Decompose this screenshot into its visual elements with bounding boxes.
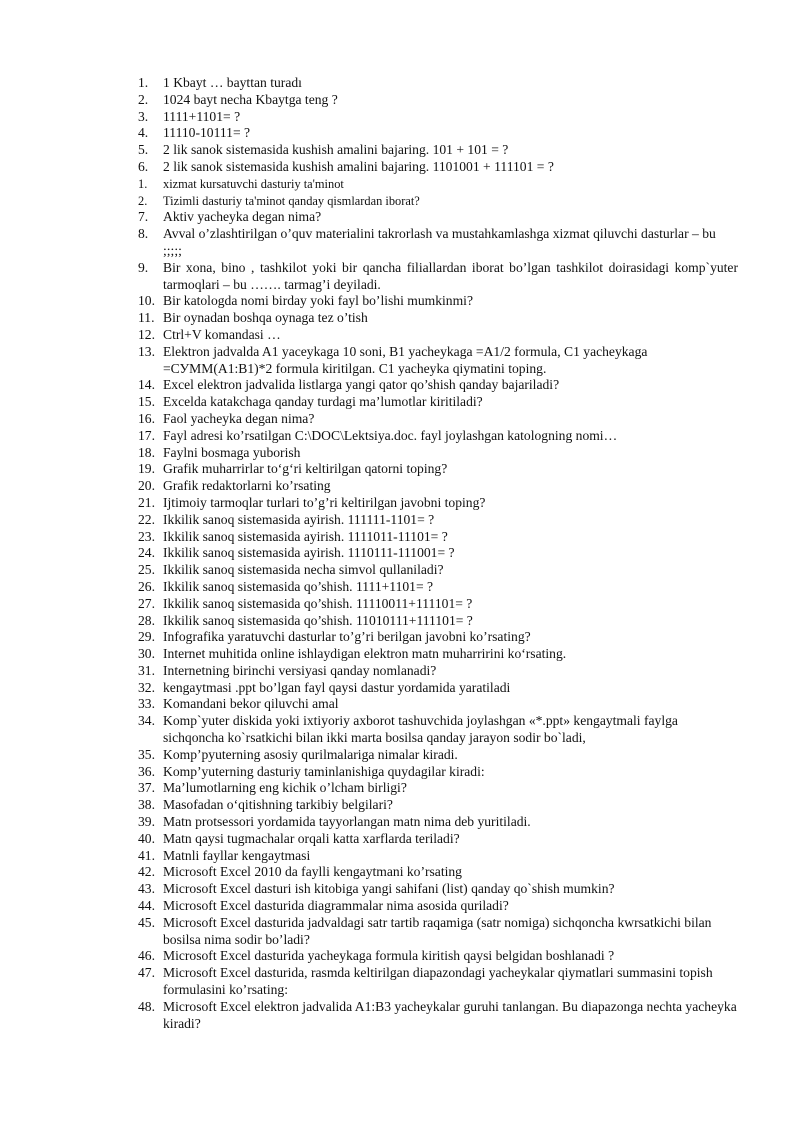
question-text: Faylni bosmaga yuborish: [163, 444, 301, 460]
question-item: [138, 999, 738, 1033]
question-item: [138, 613, 738, 630]
question-item: [138, 814, 738, 831]
question-number: 17.: [138, 427, 155, 443]
question-item: [138, 142, 738, 159]
question-text: Ikkilik sanoq sistemasida ayirish. 111111-1101= ?: [163, 511, 435, 527]
question-item: [138, 848, 738, 865]
question-number: 46.: [138, 948, 155, 964]
question-text: Ikkilik sanoq sistemasida ayirish. 1111011-11101= ?: [163, 528, 448, 544]
question-number: 47.: [138, 965, 155, 981]
question-text: Microsoft Excel dasturida jadvaldagi satr tartib raqamiga (satr nomiga) sichqoncha kwrsatkichi bilan bosilsa nima sodir bo’ladi?: [163, 914, 712, 947]
question-item: [138, 344, 738, 378]
question-number: 30.: [138, 646, 155, 662]
question-item: [138, 377, 738, 394]
question-text: Ijtimoiy tarmoqlar turlari to’g’ri keltirilgan javobni toping?: [163, 494, 486, 510]
question-number: 20.: [138, 478, 155, 494]
question-text: Matn qaysi tugmachalar orqali katta xarflarda teriladi?: [163, 830, 460, 846]
question-text: Bir oynadan boshqa oynaga tez o’tish: [163, 310, 368, 326]
question-number: 19.: [138, 461, 155, 477]
question-number: 1.: [138, 75, 149, 90]
question-text: Ma’lumotlarning eng kichik o’lcham birligi?: [163, 780, 407, 796]
question-text: Microsoft Excel elektron jadvalida A1:B3 yacheykalar guruhi tanlangan. Bu diapazonga nechta yacheyka kiradi?: [163, 998, 737, 1031]
question-number: 27.: [138, 595, 155, 611]
question-text: Ikkilik sanoq sistemasida qo’shish. 11110011+111101= ?: [163, 595, 473, 611]
question-text: Avval o’zlashtirilgan o’quv materialini takrorlash va mustahkamlashga xizmat qiluvchi dasturlar – bu ;;;;;: [163, 226, 716, 258]
question-text: Grafik muharrirlar to‘g‘ri keltirilgan qatorni toping?: [163, 461, 448, 477]
question-text: Grafik redaktorlarni ko’rsating: [163, 478, 331, 494]
question-number: 1.: [138, 176, 148, 191]
question-item: [138, 461, 738, 478]
question-text: Ikkilik sanoq sistemasida qo’shish. 11010111+111101= ?: [163, 612, 473, 628]
question-number: 42.: [138, 864, 155, 880]
question-text: 2 lik sanok sistemasida kushish amalini bajaring. 1101001 + 111101 = ?: [163, 158, 554, 174]
question-item: [138, 881, 738, 898]
question-item: [138, 747, 738, 764]
question-text: Fayl adresi ko’rsatilgan C:\DOC\Lektsiya.doc. fayl joylashgan katologning nomi…: [163, 427, 618, 443]
question-text: Infografika yaratuvchi dasturlar to’g’ri berilgan javobni ko’rsating?: [163, 629, 531, 645]
question-text: Ikkilik sanoq sistemasida ayirish. 1110111-111001= ?: [163, 545, 455, 561]
question-number: 16.: [138, 410, 155, 426]
question-item: [138, 965, 738, 999]
question-text: Bir xona, bino , tashkilot yoki bir qancha filiallardan iborat bo’lgan tashkilot doirasidagi komp`yuter tarmoqlari – bu ……. tarmag’i deyiladi.: [163, 259, 738, 292]
question-text: Faol yacheyka degan nima?: [163, 410, 315, 426]
question-number: 10.: [138, 293, 155, 309]
question-item: [138, 663, 738, 680]
question-text: kengaytmasi .ppt bo’lgan fayl qaysi dastur yordamida yaratiladi: [163, 679, 511, 695]
question-item: [138, 545, 738, 562]
question-item: [138, 75, 738, 92]
question-item: [138, 125, 738, 142]
question-item: [138, 696, 738, 713]
question-number: 15.: [138, 394, 155, 410]
question-number: 40.: [138, 830, 155, 846]
question-item: [138, 898, 738, 915]
question-item: [138, 915, 738, 949]
question-list: [138, 75, 738, 1032]
question-item: [138, 764, 738, 781]
question-number: 23.: [138, 528, 155, 544]
question-number: 4.: [138, 125, 149, 141]
question-number: 36.: [138, 763, 155, 779]
question-item: [138, 428, 738, 445]
question-item: [138, 92, 738, 109]
question-text: Masofadan o‘qitishning tarkibiy belgilari?: [163, 797, 393, 813]
question-item: [138, 260, 738, 294]
question-number: 2.: [138, 193, 148, 208]
question-text: Microsoft Excel dasturida, rasmda keltirilgan diapazondagi yacheykalar qiymatlari summasini topish formulasini ko’rsating:: [163, 965, 713, 998]
question-text: Komandani bekor qiluvchi amal: [163, 696, 339, 712]
question-number: 6.: [138, 158, 149, 174]
question-number: 35.: [138, 746, 155, 762]
question-number: 28.: [138, 612, 155, 628]
question-number: 45.: [138, 914, 155, 930]
question-number: 48.: [138, 998, 155, 1014]
question-text: 1024 bayt necha Kbaytga teng ?: [163, 91, 338, 107]
question-item: [138, 646, 738, 663]
question-item: [138, 512, 738, 529]
question-number: 14.: [138, 377, 155, 393]
question-number: 21.: [138, 494, 155, 510]
question-number: 5.: [138, 142, 149, 158]
question-item: [138, 562, 738, 579]
question-item: [138, 327, 738, 344]
question-number: 33.: [138, 696, 155, 712]
question-text: Tizimli dasturiy ta'minot qanday qismlardan iborat?: [163, 193, 420, 208]
question-text: Komp’yuterning dasturiy taminlanishiga quydagilar kiradi:: [163, 763, 485, 779]
question-item: [138, 579, 738, 596]
question-item: [138, 293, 738, 310]
question-number: 13.: [138, 343, 155, 359]
question-number: 26.: [138, 578, 155, 594]
question-number: 37.: [138, 780, 155, 796]
question-number: 18.: [138, 444, 155, 460]
question-number: 12.: [138, 326, 155, 342]
question-item: [138, 713, 738, 747]
question-item: [138, 411, 738, 428]
question-text: Komp`yuter diskida yoki ixtiyoriy axborot tashuvchida joylashgan «*.ppt» kengaytmali faylga sichqoncha ko`rsatkichi bilan ikki marta bosilsa qanday jarayon sodir bo`ladi,: [163, 713, 678, 746]
question-text: Excel elektron jadvalida listlarga yangi qator qo’shish qanday bajariladi?: [163, 377, 560, 393]
question-item: [138, 864, 738, 881]
question-number: 29.: [138, 629, 155, 645]
question-text: Microsoft Excel dasturida diagrammalar nima asosida quriladi?: [163, 898, 509, 914]
question-item: [138, 159, 738, 176]
question-text: Komp’pyuterning asosiy qurilmalariga nimalar kiradi.: [163, 746, 458, 762]
question-text: Microsoft Excel 2010 da faylli kengaytmani ko’rsating: [163, 864, 462, 880]
question-item: [138, 780, 738, 797]
question-number: 32.: [138, 679, 155, 695]
question-text: 1111+1101= ?: [163, 108, 241, 124]
question-item: [138, 596, 738, 613]
question-text: 1 Kbayt … bayttan turadı: [163, 75, 302, 90]
question-text: Ikkilik sanoq sistemasida necha simvol qullaniladi?: [163, 562, 444, 578]
question-number: 7.: [138, 209, 149, 225]
question-number: 3.: [138, 108, 149, 124]
question-item: [138, 109, 738, 126]
question-item: [138, 529, 738, 546]
question-number: 31.: [138, 662, 155, 678]
question-number: 25.: [138, 562, 155, 578]
question-item: [138, 394, 738, 411]
question-text: Matn protsessori yordamida tayyorlangan matn nima deb yuritiladi.: [163, 814, 531, 830]
question-item: [138, 193, 738, 210]
question-text: Ctrl+V komandasi …: [163, 326, 281, 342]
question-text: Matnli fayllar kengaytmasi: [163, 847, 311, 863]
question-text: Microsoft Excel dasturi ish kitobiga yangi sahifani (list) qanday qo`shish mumkin?: [163, 881, 615, 897]
question-text: Aktiv yacheyka degan nima?: [163, 209, 322, 225]
question-item: [138, 176, 738, 193]
question-number: 24.: [138, 545, 155, 561]
question-item: [138, 629, 738, 646]
question-item: [138, 797, 738, 814]
question-item: [138, 310, 738, 327]
question-item: [138, 831, 738, 848]
question-number: 22.: [138, 511, 155, 527]
question-text: Elektron jadvalda A1 yaceykaga 10 soni, B1 yacheykaga =A1/2 formula, C1 yacheykaga =СУММ(A1:B1)*2 formula kiritilgan. C1 yacheyka qiymatini toping.: [163, 343, 648, 376]
question-text: Microsoft Excel dasturida yacheykaga formula kiritish qaysi belgidan boshlanadi ?: [163, 948, 615, 964]
question-text: Internet muhitida online ishlaydigan elektron matn muharririni ko‘rsating.: [163, 646, 567, 662]
question-text: 11110-10111= ?: [163, 125, 251, 141]
question-number: 2.: [138, 91, 149, 107]
question-item: [138, 445, 738, 462]
question-number: 34.: [138, 713, 155, 729]
question-number: 11.: [138, 310, 155, 326]
question-item: [138, 478, 738, 495]
question-number: 39.: [138, 814, 155, 830]
question-number: 8.: [138, 226, 149, 242]
question-item: [138, 495, 738, 512]
question-text: xizmat kursatuvchi dasturiy ta'minot: [163, 176, 344, 191]
question-text: Ikkilik sanoq sistemasida qo’shish. 1111+1101= ?: [163, 578, 434, 594]
question-item: [138, 948, 738, 965]
question-number: 44.: [138, 898, 155, 914]
question-number: 43.: [138, 881, 155, 897]
question-item: [138, 209, 738, 226]
question-text: Bir katologda nomi birday yoki fayl bo’lishi mumkinmi?: [163, 293, 473, 309]
question-number: 41.: [138, 847, 155, 863]
question-item: [138, 226, 738, 260]
question-number: 38.: [138, 797, 155, 813]
question-number: 9.: [138, 259, 149, 275]
question-text: Excelda katakchaga qanday turdagi ma’lumotlar kiritiladi?: [163, 394, 483, 410]
question-item: [138, 680, 738, 697]
question-text: 2 lik sanok sistemasida kushish amalini bajaring. 101 + 101 = ?: [163, 142, 509, 158]
question-text: Internetning birinchi versiyasi qanday nomlanadi?: [163, 662, 437, 678]
